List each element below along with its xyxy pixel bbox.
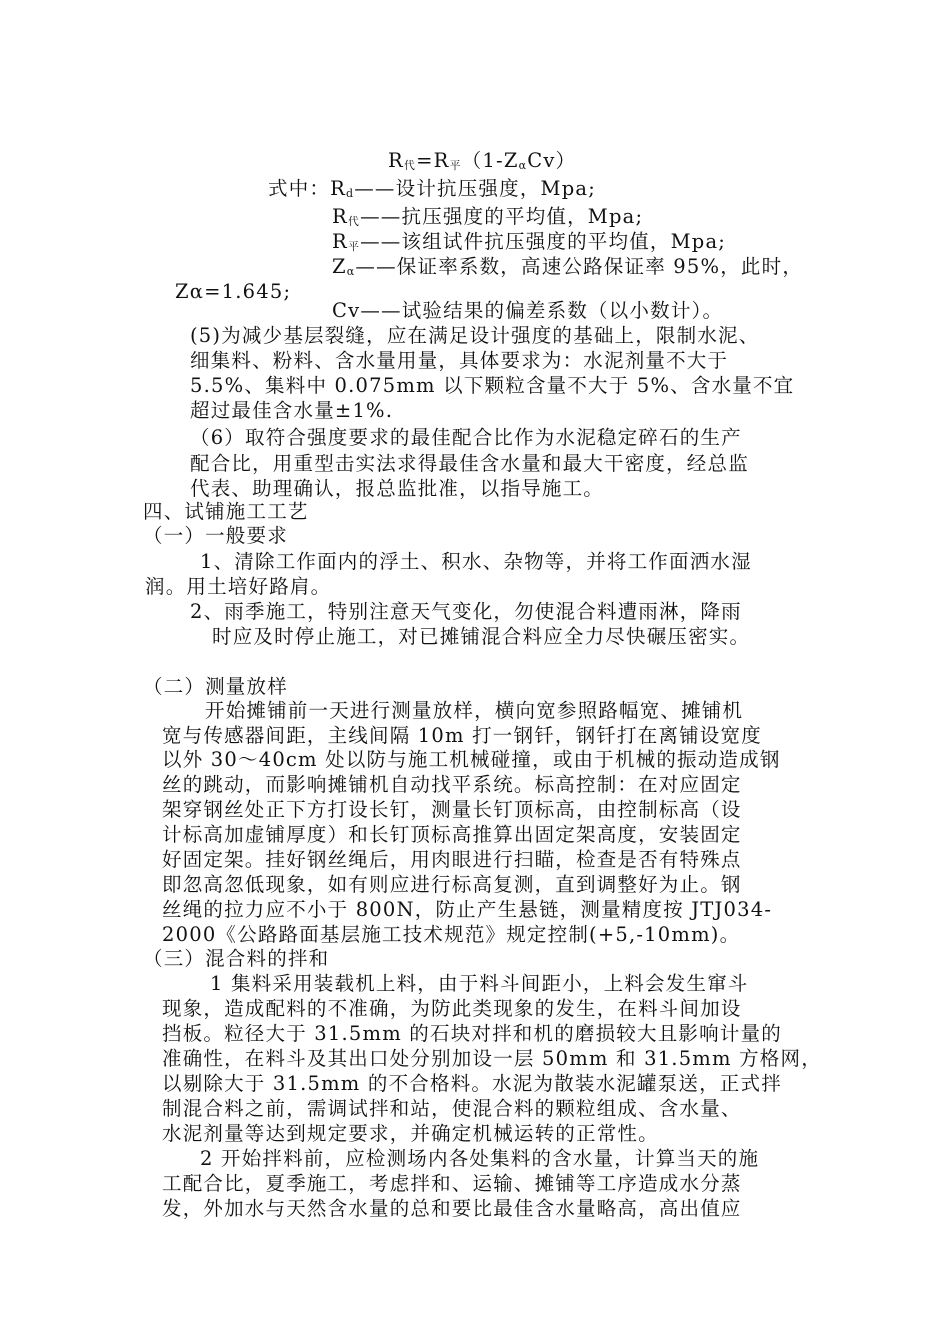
paragraph-line: 2000《公路路面基层施工技术规范》规定控制(+5,-10mm)。 — [162, 923, 741, 946]
paragraph-line: 制混合料之前，需调试拌和站，使混合料的颗粒组成、含水量、 — [162, 1097, 742, 1120]
item5-line: (5)为减少基层裂缝，应在满足设计强度的基础上，限制水泥、 — [190, 324, 760, 347]
subsection-heading: （二）测量放样 — [143, 675, 288, 698]
paragraph-line: 润。用土培好路肩。 — [145, 575, 332, 598]
paragraph-line: 时应及时停止施工，对已摊铺混合料应全力尽快碾压密实。 — [212, 625, 751, 648]
paragraph-line: 计标高加虚铺厚度）和长钉顶标高推算出固定架高度，安装固定 — [162, 823, 742, 846]
paragraph-line: 宽与传感器间距，主线间隔 10m 打一钢钎，钢钎打在离铺设宽度 — [162, 724, 762, 747]
paragraph-line: 即忽高忽低现象，如有则应进行标高复测，直到调整好为止。钢 — [162, 873, 742, 896]
formula-main: R代=R平（1-ZαCv） — [388, 149, 577, 172]
paragraph-line: 丝绳的拉力应不小于 800N，防止产生悬链，测量精度按 JTJ034- — [162, 898, 773, 921]
formula-r-dai: R代——抗压强度的平均值，Mpa; — [332, 205, 644, 228]
paragraph-line: 现象，造成配料的不准确，为防此类现象的发生，在料斗间加设 — [162, 997, 742, 1020]
paragraph-line: 挡板。粒径大于 31.5mm 的石块对拌和机的磨损较大且影响计量的 — [162, 1022, 782, 1045]
paragraph-line: 1、清除工作面内的浮土、积水、杂物等，并将工作面洒水湿 — [200, 550, 752, 573]
section-heading: 四、试铺施工工艺 — [143, 500, 309, 523]
formula-z-alpha: Zα——保证率系数，高速公路保证率 95%，此时， — [332, 255, 804, 278]
paragraph-line: 2 开始拌料前，应检测场内各处集料的含水量，计算当天的施 — [200, 1147, 760, 1170]
paragraph-line: 1 集料采用装载机上料，由于料斗间距小，上料会发生窜斗 — [210, 972, 749, 995]
paragraph-line: 水泥剂量等达到规定要求，并确定机械运转的正常性。 — [162, 1122, 659, 1145]
paragraph-line: 以外 30～40cm 处以防与施工机械碰撞，或由于机械的振动造成钢 — [162, 748, 781, 771]
item6-line: （6）取符合强度要求的最佳配合比作为水泥稳定碎石的生产 — [190, 426, 742, 449]
paragraph-line: 架穿钢丝处正下方打设长钉，测量长钉顶标高，由控制标高（设 — [162, 798, 742, 821]
paragraph-line: 丝的跳动，而影响摊铺机自动找平系统。标高控制：在对应固定 — [162, 773, 742, 796]
paragraph-line: 以剔除大于 31.5mm 的不合格料。水泥为散装水泥罐泵送，正式拌 — [162, 1072, 782, 1095]
paragraph-line: 好固定架。挂好钢丝绳后，用肉眼进行扫瞄，检查是否有特殊点 — [162, 848, 742, 871]
formula-z-value: Zα=1.645; — [175, 280, 292, 303]
item5-line: 超过最佳含水量±1%. — [190, 399, 394, 422]
item6-line: 配合比，用重型击实法求得最佳含水量和最大干密度，经总监 — [190, 452, 749, 475]
paragraph-line: 2、雨季施工，特别注意天气变化，勿使混合料遭雨淋，降雨 — [190, 600, 742, 623]
formula-cv: Cv——试验结果的偏差系数（以小数计）。 — [332, 299, 724, 322]
item5-line: 细集料、粉料、含水量用量，具体要求为：水泥剂量不大于 — [190, 349, 729, 372]
subsection-heading: （一）一般要求 — [143, 524, 288, 547]
paragraph-line: 准确性，在料斗及其出口处分别加设一层 50mm 和 31.5mm 方格网， — [162, 1047, 822, 1070]
formula-where-rd: 式中：Rd——设计抗压强度，Mpa; — [268, 177, 596, 200]
paragraph-line: 工配合比，夏季施工，考虑拌和、运输、摊铺等工序造成水分蒸 — [162, 1172, 742, 1195]
paragraph-line: 开始摊铺前一天进行测量放样，横向宽参照路幅宽、摊铺机 — [205, 699, 744, 722]
formula-r-ping: R平——该组试件抗压强度的平均值，Mpa; — [332, 230, 727, 253]
paragraph-line: 发，外加水与天然含水量的总和要比最佳含水量略高，高出值应 — [162, 1197, 742, 1220]
item6-line: 代表、助理确认，报总监批准，以指导施工。 — [190, 477, 605, 500]
item5-line: 5.5%、集料中 0.075mm 以下颗粒含量不大于 5%、含水量不宜 — [190, 374, 795, 397]
subsection-heading: （三）混合料的拌和 — [143, 947, 330, 970]
